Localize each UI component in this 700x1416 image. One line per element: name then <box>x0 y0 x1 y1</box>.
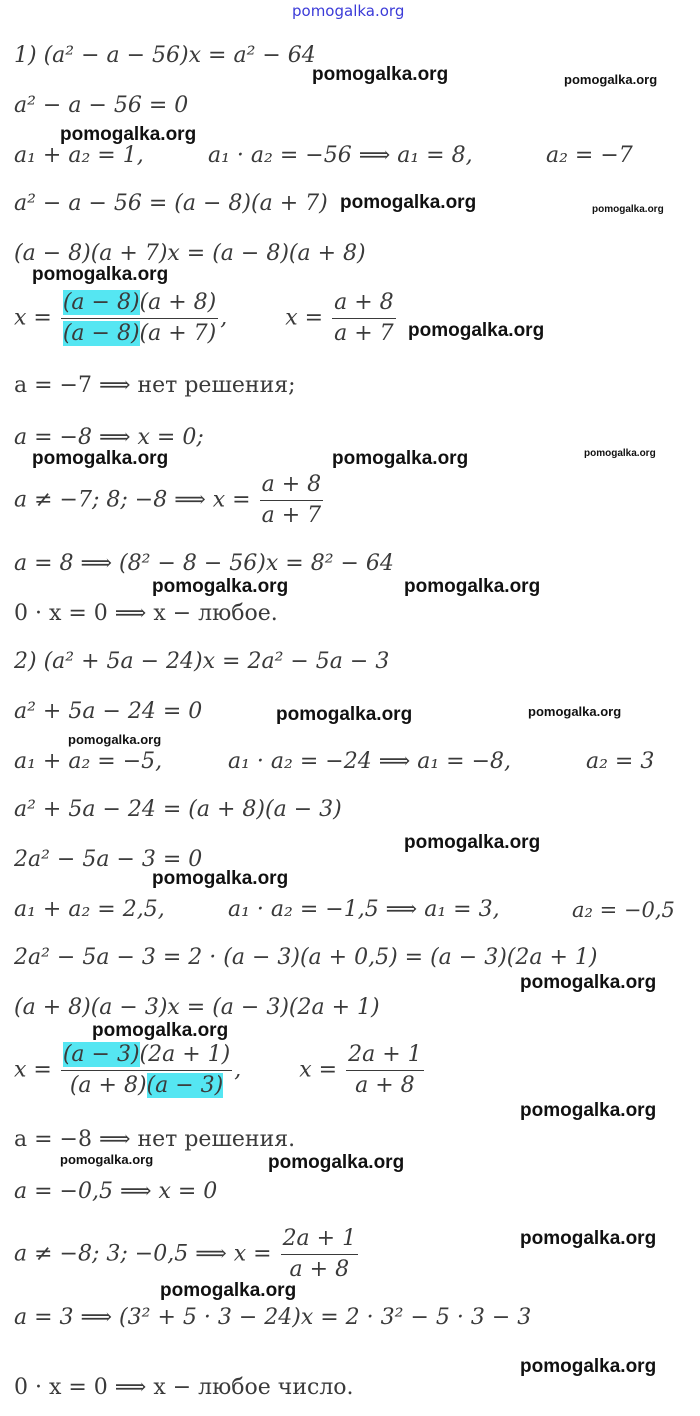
watermark: pomogalka.org <box>564 72 658 87</box>
watermark: pomogalka.org <box>332 448 469 469</box>
watermark: pomogalka.org <box>408 320 545 341</box>
simplified-fraction-2 <box>346 1040 424 1101</box>
cancel-fraction-2 <box>61 1040 232 1101</box>
watermark: pomogalka.org <box>92 1020 229 1041</box>
case-no-solution-1: a = −7 ⟹ нет решения; <box>14 373 296 398</box>
factored-equation-1: (a − 8)(a + 7)x = (a − 8)(a + 8) <box>14 241 366 266</box>
general-fraction-2 <box>281 1224 359 1285</box>
case-x-zero-2: a = −0,5 ⟹ x = 0 <box>14 1179 218 1204</box>
watermark: pomogalka.org <box>60 1152 154 1167</box>
highlight-cancel-denominator: (a − 8) <box>62 321 140 346</box>
any-x-conclusion-1: 0 · x = 0 ⟹ x − любое. <box>14 601 278 626</box>
factored-equation-2: (a + 8)(a − 3)x = (a − 3)(2a + 1) <box>14 995 380 1020</box>
general-case-2 <box>14 1224 360 1285</box>
denominator: a + 7 <box>332 318 396 349</box>
vieta-product-1: a₁ · a₂ = −56 ⟹ a₁ = 8, <box>208 143 473 168</box>
vieta-sum-2: a₁ + a₂ = −5, <box>14 749 163 774</box>
cancel-fraction-1 <box>61 288 218 349</box>
x-equals-label: x = <box>299 1057 338 1083</box>
x-equals-label: x = <box>14 1057 52 1083</box>
watermark: pomogalka.org <box>32 264 169 285</box>
general-case-1 <box>14 470 325 531</box>
general-condition: a ≠ −7; 8; −8 ⟹ x = <box>14 487 251 513</box>
solution-fraction-line-2 <box>14 1040 426 1101</box>
problem-2-equation: 2) (a² + 5a − 24)x = 2a² − 5a − 3 <box>14 649 390 674</box>
vieta-root-2-2: a₂ = 3 <box>586 749 655 774</box>
any-x-conclusion-2: 0 · x = 0 ⟹ x − любое число. <box>14 1375 354 1400</box>
quadratic-equation-2: a² + 5a − 24 = 0 <box>14 699 203 724</box>
denominator-rest: (a + 8) <box>69 1073 147 1098</box>
factorization-3: 2a² − 5a − 3 = 2 · (a − 3)(a + 0,5) = (a − 3)(2a + 1) <box>14 945 598 970</box>
problem-1-equation: 1) (a² − a − 56)x = a² − 64 <box>14 43 316 68</box>
watermark: pomogalka.org <box>520 1100 657 1121</box>
numerator: a + 8 <box>334 290 394 315</box>
watermark: pomogalka.org <box>68 732 162 747</box>
watermark: pomogalka.org <box>520 1228 657 1249</box>
watermark: pomogalka.org <box>268 1152 405 1173</box>
watermark: pomogalka.org <box>584 448 656 459</box>
numerator-rest: (a + 8) <box>139 290 217 315</box>
watermark: pomogalka.org <box>312 64 449 85</box>
x-equals-label: x = <box>14 305 52 331</box>
vieta-root-2-3: a₂ = −0,5 <box>572 898 675 922</box>
vieta-root-2-1: a₂ = −7 <box>546 143 633 168</box>
denominator: a + 8 <box>281 1254 359 1285</box>
numerator: a + 8 <box>261 472 322 497</box>
comma: , <box>234 1057 242 1083</box>
substitution-2: a = 3 ⟹ (3² + 5 · 3 − 24)x = 2 · 3² − 5 · 3 − 3 <box>14 1305 532 1330</box>
highlight-cancel-numerator: (a − 3) <box>62 1042 140 1067</box>
vieta-sum-3: a₁ + a₂ = 2,5, <box>14 897 165 922</box>
watermark: pomogalka.org <box>340 192 477 213</box>
watermark: pomogalka.org <box>592 204 664 215</box>
factorization-2: a² + 5a − 24 = (a + 8)(a − 3) <box>14 797 342 822</box>
quadratic-equation-1: a² − a − 56 = 0 <box>14 93 189 118</box>
comma: , <box>220 305 228 331</box>
substitution-1: a = 8 ⟹ (8² − 8 − 56)x = 8² − 64 <box>14 551 394 576</box>
factorization-1: a² − a − 56 = (a − 8)(a + 7) <box>14 191 328 216</box>
numerator: 2a + 1 <box>282 1226 357 1251</box>
watermark: pomogalka.org <box>152 868 289 889</box>
vieta-product-2: a₁ · a₂ = −24 ⟹ a₁ = −8, <box>228 749 512 774</box>
highlight-cancel-numerator: (a − 8) <box>62 290 140 315</box>
denominator: a + 7 <box>260 500 324 531</box>
general-condition: a ≠ −8; 3; −0,5 ⟹ x = <box>14 1241 272 1267</box>
vieta-sum-1: a₁ + a₂ = 1, <box>14 143 144 168</box>
case-no-solution-2: a = −8 ⟹ нет решения. <box>14 1127 296 1152</box>
general-fraction-1 <box>260 470 324 531</box>
x-equals-label: x = <box>285 305 324 331</box>
denominator: a + 8 <box>346 1070 424 1101</box>
watermark: pomogalka.org <box>152 576 289 597</box>
highlight-cancel-denominator: (a − 3) <box>146 1073 224 1098</box>
simplified-fraction-1 <box>332 288 396 349</box>
watermark: pomogalka.org <box>32 448 169 469</box>
case-x-zero-1: a = −8 ⟹ x = 0; <box>14 425 204 450</box>
watermark-top-link[interactable]: pomogalka.org <box>292 2 405 20</box>
watermark: pomogalka.org <box>276 704 413 725</box>
watermark: pomogalka.org <box>520 972 657 993</box>
vieta-product-3: a₁ · a₂ = −1,5 ⟹ a₁ = 3, <box>228 897 500 922</box>
watermark: pomogalka.org <box>528 704 622 719</box>
watermark: pomogalka.org <box>404 832 541 853</box>
watermark: pomogalka.org <box>520 1356 657 1377</box>
watermark: pomogalka.org <box>404 576 541 597</box>
watermark: pomogalka.org <box>60 124 197 145</box>
solution-fraction-line-1 <box>14 288 398 349</box>
numerator: 2a + 1 <box>348 1042 422 1067</box>
quadratic-equation-3: 2a² − 5a − 3 = 0 <box>14 847 203 872</box>
numerator-rest: (2a + 1) <box>139 1042 231 1067</box>
denominator-rest: (a + 7) <box>139 321 217 346</box>
watermark: pomogalka.org <box>160 1280 297 1301</box>
